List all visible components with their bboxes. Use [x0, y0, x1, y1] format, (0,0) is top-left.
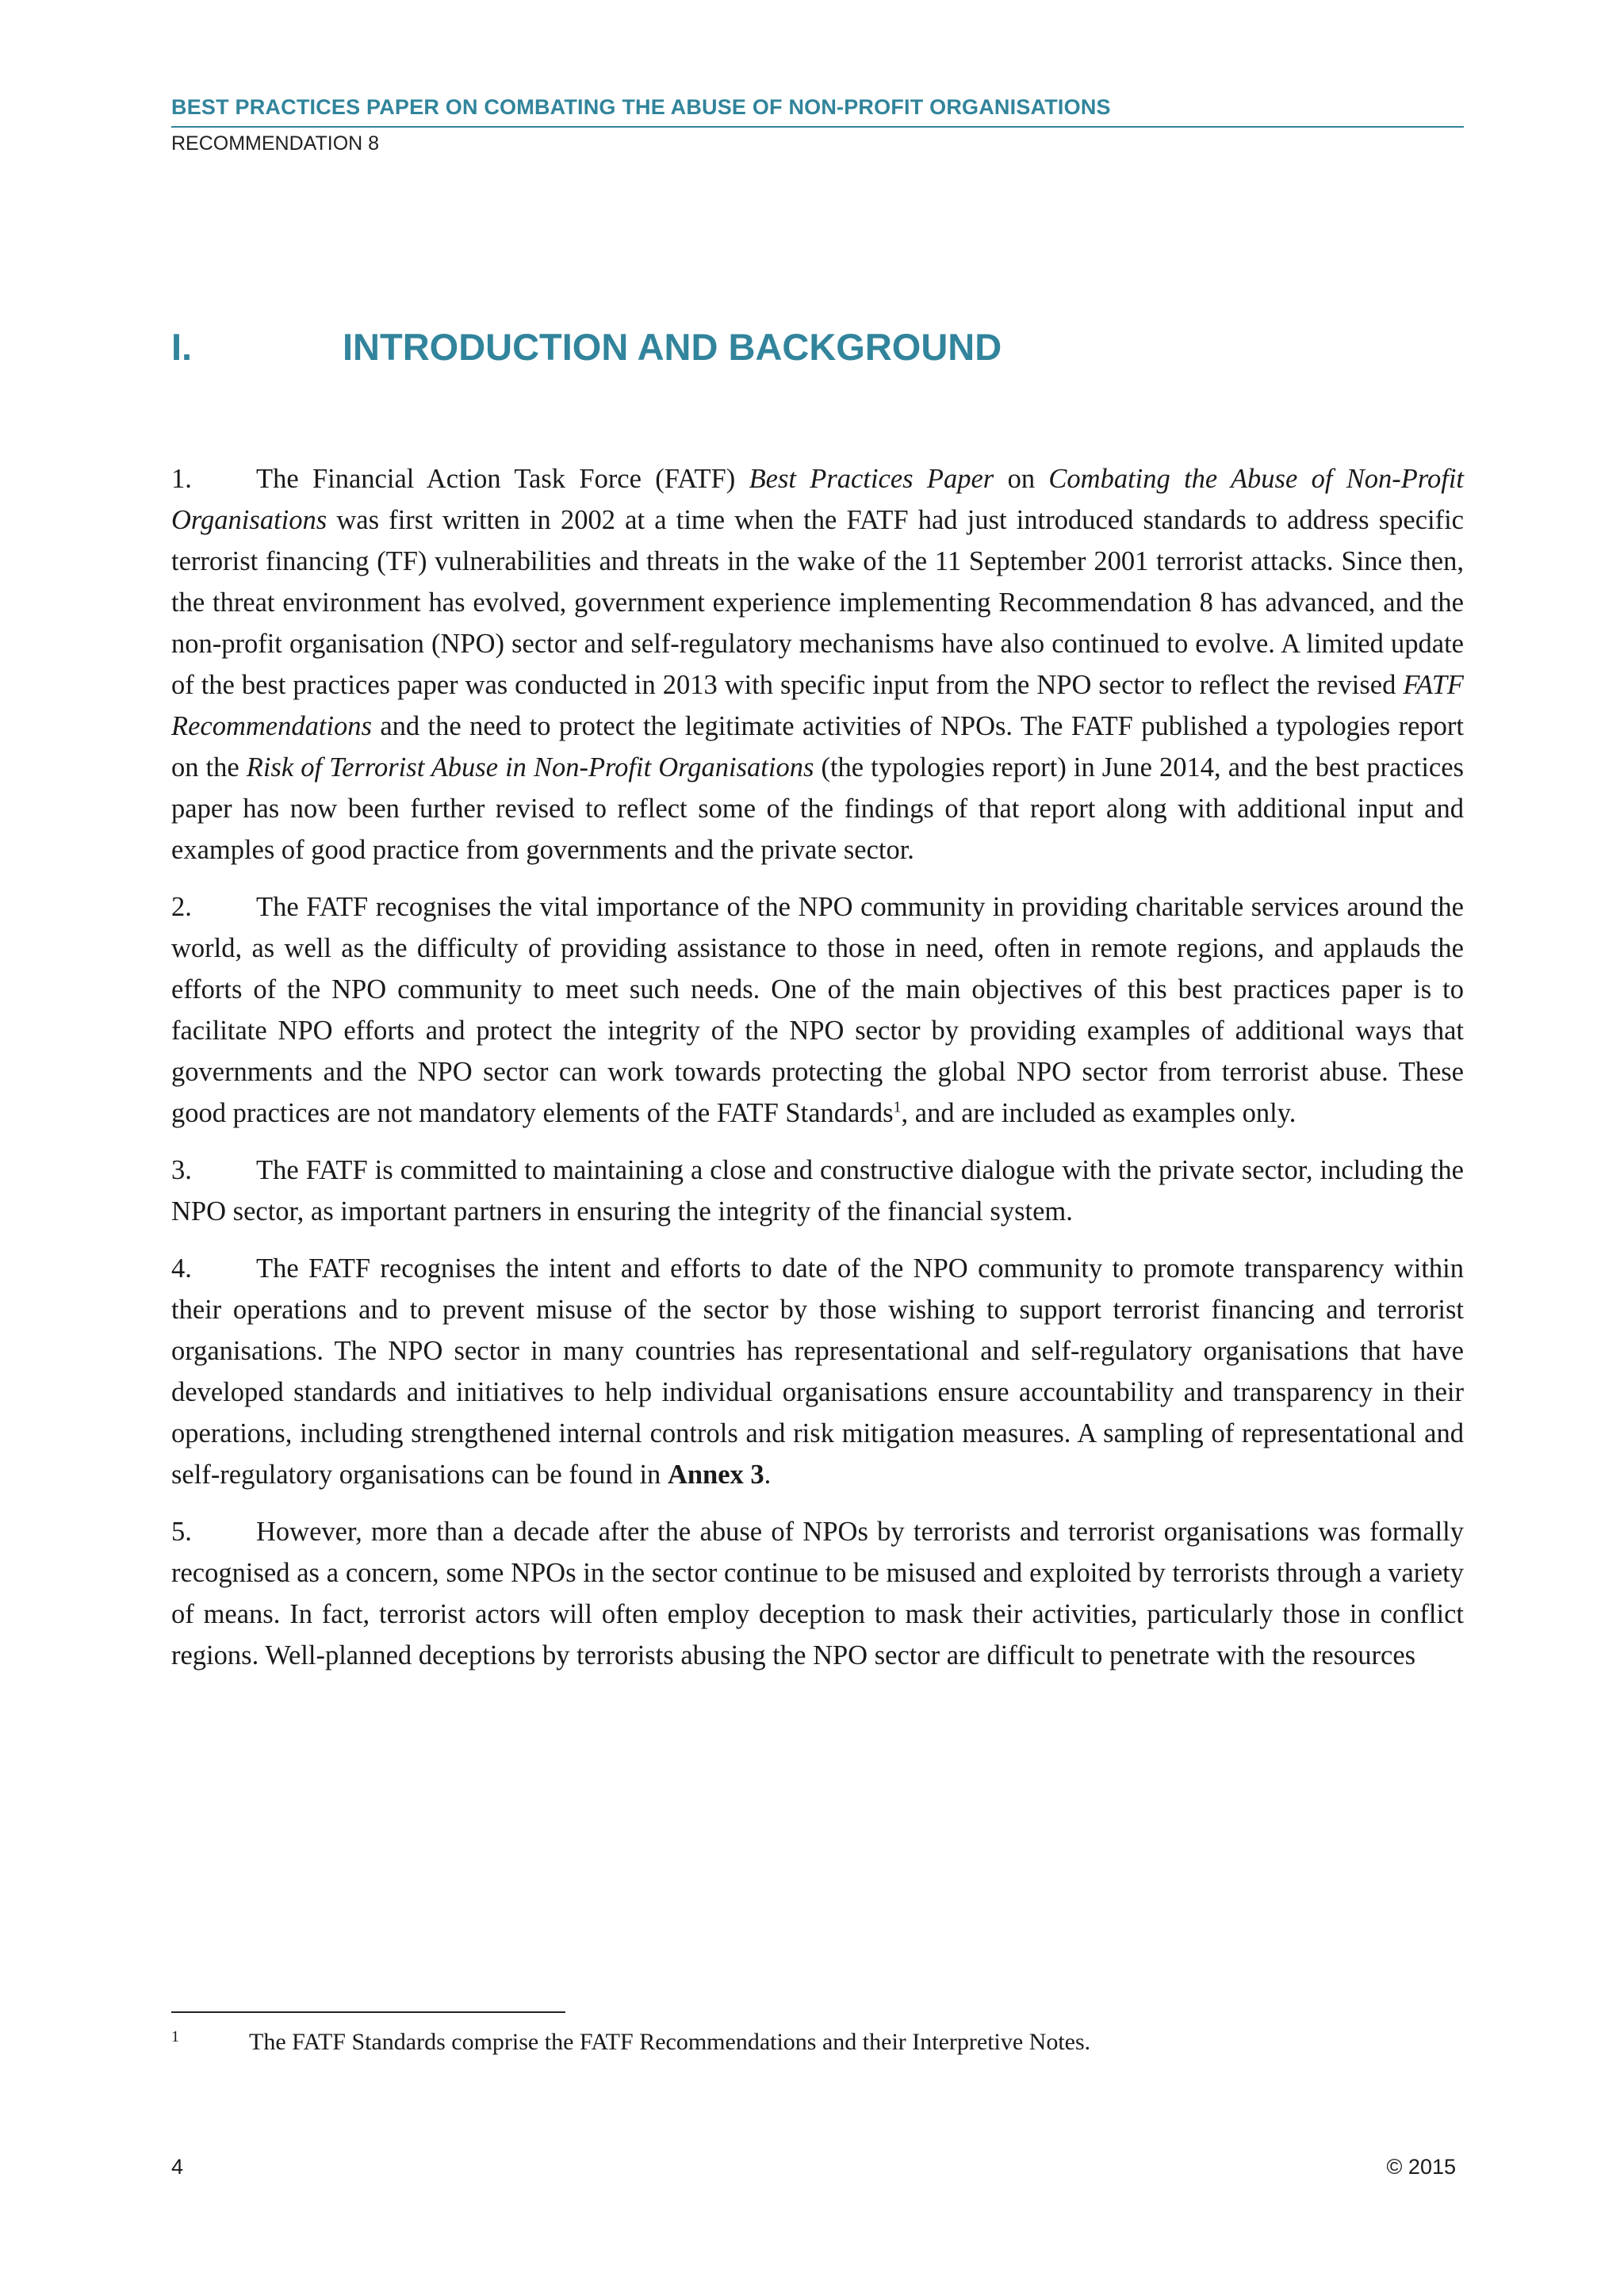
running-header: [171, 95, 1464, 155]
italic-run: FATF Recommendations: [171, 670, 1464, 741]
text-run: was first written in 2002 at a time when the FATF had just introduced standards to address specific terrorist financing (TF) vulnerabilities and threats in the wake of the 11 September 2001 terrorist attacks. Since then, the threat environment has evolved, government experience implementing Recommendation 8 has advanced, and the non-profit organisation (NPO) sector and self-regulatory mechanisms have also continued to evolve. A limited update of the best practices paper was conducted in 2013 with specific input from the NPO sector to reflect the revised: [171, 505, 1464, 700]
text-run: The FATF recognises the vital importance of the NPO community in providing charitable services around the world, as well as the difficulty of providing assistance to those in need, often in remote regions, and applauds the efforts of the NPO community to meet such needs. One of the main objectives of this best practices paper is to facilitate NPO efforts and protect the integrity of the NPO sector by providing examples of additional ways that governments and the NPO sector can work towards protecting the global NPO sector from terrorist abuse. These good practices are not mandatory elements of the FATF Standards: [171, 892, 1464, 1128]
italic-run: Best Practices Paper: [749, 464, 994, 494]
italic-run: Risk of Terrorist Abuse in Non-Profit Organisations: [246, 752, 814, 783]
text-run: and the need to protect the legitimate activities of NPOs. The FATF published a typologies report on the: [171, 711, 1464, 783]
footnote-divider: [171, 2011, 565, 2013]
paragraph-1: [171, 458, 1464, 871]
paragraph-number: 5.: [171, 1517, 192, 1547]
paragraph-number: 1.: [171, 464, 192, 494]
text-run: However, more than a decade after the abuse of NPOs by terrorists and terrorist organisations was formally recognised as a concern, some NPOs in the sector continue to be misused and exploited by terrorists through a variety of means. In fact, terrorist actors will often employ deception to mask their activities, particularly those in conflict regions. Well-planned deceptions by terrorists abusing the NPO sector are difficult to penetrate with the resources: [171, 1517, 1464, 1670]
text-run: The Financial Action Task Force (FATF): [256, 464, 749, 494]
header-subtitle: RECOMMENDATION 8: [171, 132, 380, 155]
footnote-text: The FATF Standards comprise the FATF Recommendations and their Interpretive Notes.: [249, 2029, 1091, 2055]
text-run: .: [764, 1460, 772, 1490]
paragraph-2: [171, 886, 1464, 1134]
paragraph-number: 3.: [171, 1155, 192, 1185]
section-number: I.: [171, 326, 193, 368]
text-run: on: [994, 464, 1049, 494]
copyright: © 2015: [1386, 2155, 1456, 2179]
text-run: (the typologies report) in June 2014, and the best practices paper has now been further revised to reflect some of the findings of that report along with additional input and examples of good practice from governments and the private sector.: [171, 752, 1464, 865]
italic-run: Combating the Abuse of Non-Profit Organisations: [171, 464, 1464, 535]
section-heading: [171, 325, 1002, 369]
paragraph-number: 4.: [171, 1253, 192, 1284]
section-title: INTRODUCTION AND BACKGROUND: [343, 326, 1002, 368]
body-text: [171, 458, 1464, 1692]
page-number: 4: [171, 2155, 184, 2179]
header-title: BEST PRACTICES PAPER ON COMBATING THE ABUSE OF NON-PROFIT ORGANISATIONS: [171, 95, 1464, 128]
footnote: [171, 2026, 1464, 2058]
footnote-reference[interactable]: 1: [893, 1098, 902, 1116]
text-run: The FATF is committed to maintaining a close and constructive dialogue with the private sector, including the NPO sector, as important partners in ensuring the integrity of the financial system.: [171, 1155, 1464, 1226]
text-run: The FATF recognises the intent and efforts to date of the NPO community to promote transparency within their operations and to prevent misuse of the sector by those wishing to support terrorist financing and terrorist organisations. The NPO sector in many countries has representational and self-regulatory organisations that have developed standards and initiatives to help individual organisations ensure accountability and transparency in their operations, including strengthened internal controls and risk mitigation measures. A sampling of representational and self-regulatory organisations can be found in: [171, 1253, 1464, 1490]
annex-reference: Annex 3: [667, 1460, 764, 1490]
paragraph-4: [171, 1248, 1464, 1495]
paragraph-3: [171, 1150, 1464, 1232]
text-run: , and are included as examples only.: [901, 1098, 1297, 1128]
footnote-mark: 1: [171, 2028, 179, 2045]
paragraph-5: [171, 1511, 1464, 1676]
paragraph-number: 2.: [171, 892, 192, 922]
